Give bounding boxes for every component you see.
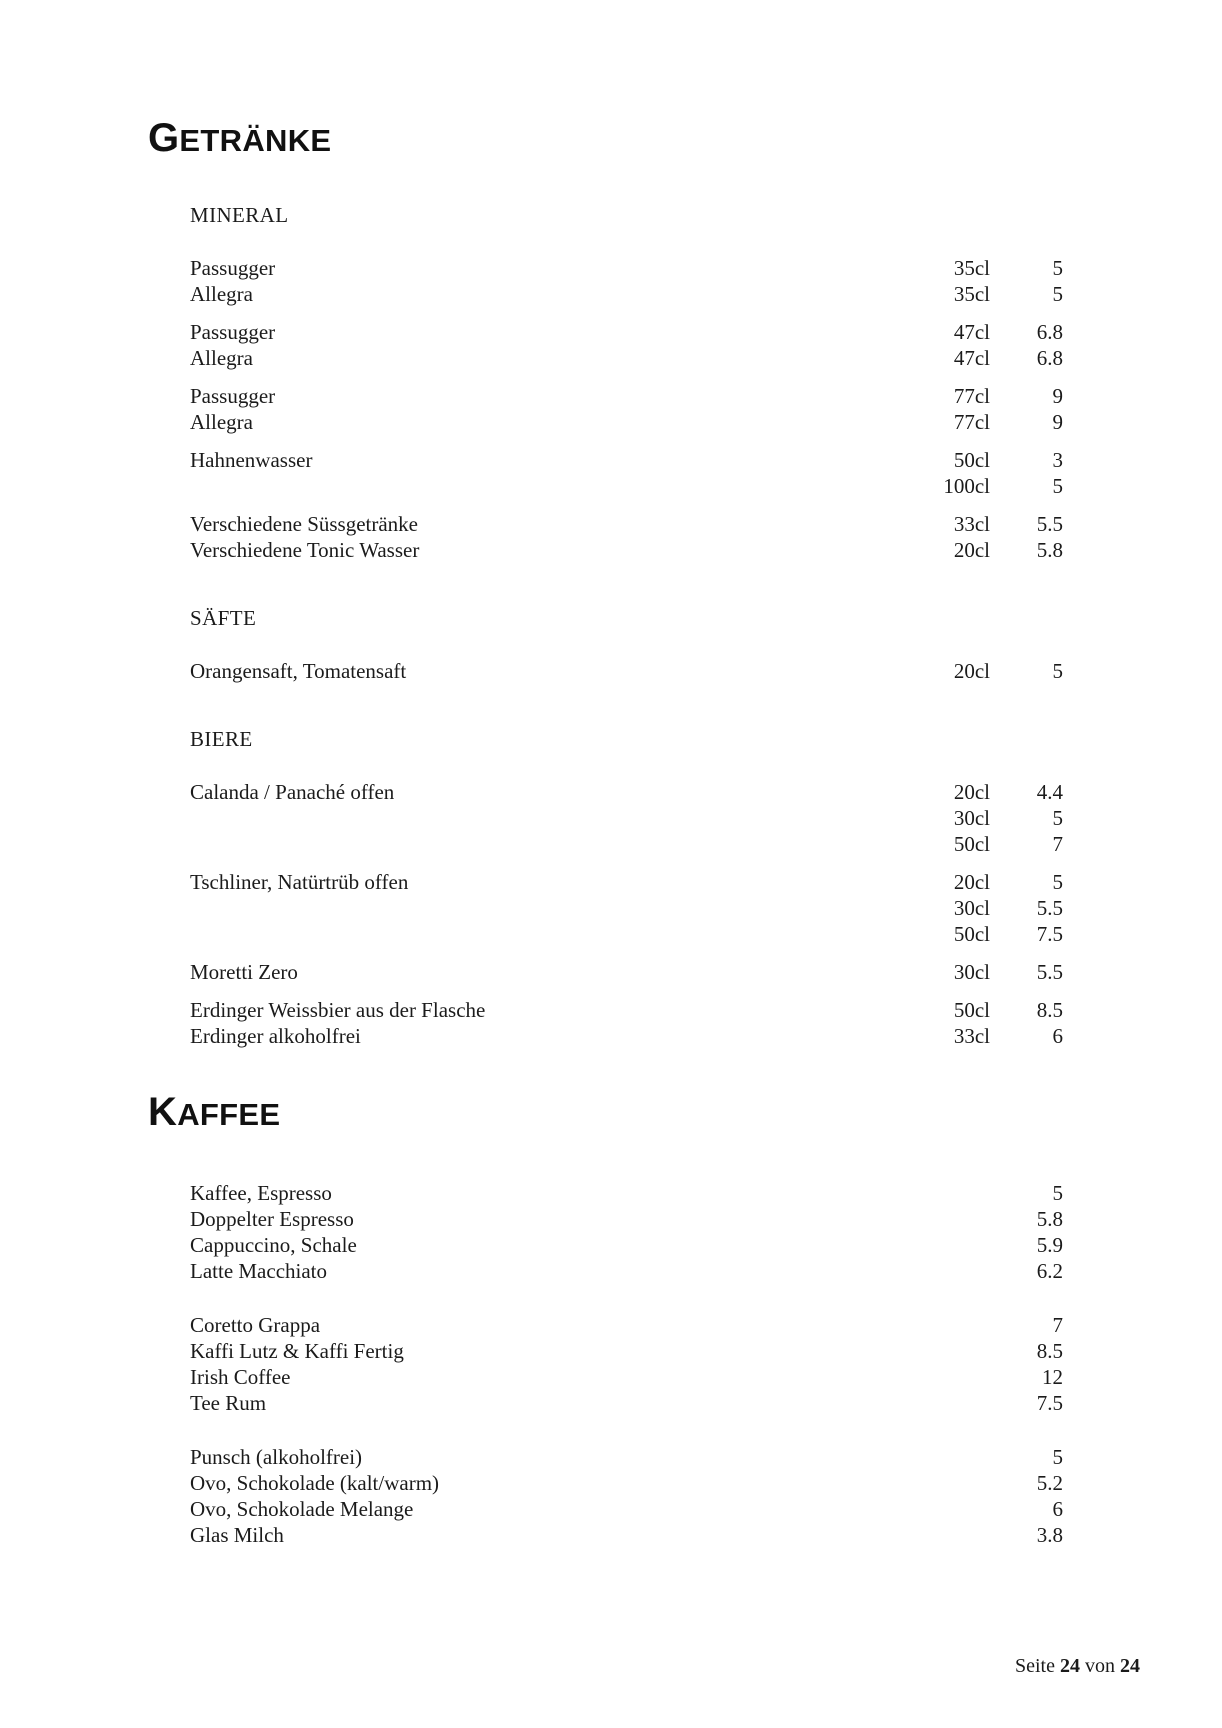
item-price: 7: [1052, 832, 1063, 856]
item-name: Kaffee, Espresso: [190, 1181, 332, 1205]
menu-subsection: [0, 726, 1222, 1049]
item-size: 50cl: [953, 832, 990, 856]
menu-row: [190, 511, 1063, 537]
item-name: Ovo, Schokolade (kalt/warm): [190, 1471, 440, 1495]
item-name: Glas Milch: [190, 1523, 284, 1547]
item-price: 8.5: [1036, 998, 1063, 1022]
menu-group: [0, 511, 1222, 563]
item-name: Irish Coffee: [190, 1365, 291, 1389]
menu-group: [0, 1312, 1222, 1416]
menu-groups: [0, 779, 1222, 1049]
menu-row: [190, 1522, 1063, 1548]
menu-group: [0, 319, 1222, 371]
item-name: [190, 921, 920, 947]
item-name: [190, 473, 920, 499]
subsection-heading: MINERAL: [190, 203, 289, 227]
item-name: Ovo, Schokolade Melange: [190, 1497, 414, 1521]
menu-row: [190, 1023, 1063, 1049]
menu-group: [0, 869, 1222, 947]
menu-subsection: [0, 202, 1222, 563]
item-price: 5.9: [1036, 1233, 1063, 1257]
item-price: 5.8: [1036, 538, 1063, 562]
item-name: Orangensaft, Tomatensaft: [190, 659, 407, 683]
menu-row: [190, 869, 1063, 895]
subsection-heading: BIERE: [190, 727, 253, 751]
footer-page-number: 24: [1060, 1655, 1080, 1677]
menu-group: [0, 1180, 1222, 1284]
item-size: 20cl: [953, 780, 990, 804]
item-name: [190, 895, 920, 921]
item-price: 4.4: [1036, 780, 1063, 804]
menu-row: [190, 1470, 1063, 1496]
menu-row: [190, 1364, 1063, 1390]
menu-row: [190, 921, 1063, 947]
item-name: Coretto Grappa: [190, 1313, 321, 1337]
item-size: 35cl: [953, 282, 990, 306]
menu-group: [0, 997, 1222, 1049]
menu-row: [190, 1258, 1063, 1284]
menu-section: [0, 116, 1222, 1049]
item-name: Hahnenwasser: [190, 448, 313, 472]
menu-row: [190, 1496, 1063, 1522]
menu-row: [190, 1338, 1063, 1364]
item-size: 35cl: [953, 256, 990, 280]
menu-row: [190, 537, 1063, 563]
item-price: 5.2: [1036, 1471, 1063, 1495]
item-price: 7.5: [1036, 1391, 1063, 1415]
item-size: [920, 1312, 990, 1338]
menu-group: [0, 959, 1222, 985]
menu-row: [190, 1232, 1063, 1258]
item-name: Cappuccino, Schale: [190, 1233, 357, 1257]
item-size: [920, 1496, 990, 1522]
item-size: 30cl: [953, 806, 990, 830]
item-size: 30cl: [953, 896, 990, 920]
item-price: 3.8: [1036, 1523, 1063, 1547]
item-size: [920, 1390, 990, 1416]
footer-of-label: von: [1085, 1655, 1115, 1677]
menu-row: [190, 959, 1063, 985]
item-size: [920, 1338, 990, 1364]
menu-group: [0, 658, 1222, 684]
menu-row: [190, 281, 1063, 307]
item-size: 33cl: [953, 1024, 990, 1048]
item-size: 77cl: [953, 384, 990, 408]
item-name: Doppelter Espresso: [190, 1207, 354, 1231]
item-name: Erdinger alkoholfrei: [190, 1024, 361, 1048]
item-price: 5.8: [1036, 1207, 1063, 1231]
item-size: 50cl: [953, 448, 990, 472]
menu-row: [190, 345, 1063, 371]
item-name: Punsch (alkoholfrei): [190, 1445, 363, 1469]
item-price: 7: [1052, 1313, 1063, 1337]
item-size: 33cl: [953, 512, 990, 536]
section-title: GETRÄNKE: [148, 116, 332, 160]
item-price: 5.5: [1036, 960, 1063, 984]
menu-subsection: [0, 1180, 1222, 1548]
item-price: 5: [1052, 1181, 1063, 1205]
item-name: Latte Macchiato: [190, 1259, 328, 1283]
item-size: 47cl: [953, 346, 990, 370]
item-price: 7.5: [1036, 922, 1063, 946]
item-price: 5: [1052, 474, 1063, 498]
menu-group: [0, 383, 1222, 435]
item-size: [920, 1232, 990, 1258]
menu-row: [190, 447, 1063, 473]
subsection-heading: SÄFTE: [190, 606, 257, 630]
item-price: 5: [1052, 659, 1063, 683]
menu-row: [190, 805, 1063, 831]
menu-row: [190, 319, 1063, 345]
item-size: [920, 1364, 990, 1390]
section-title: KAFFEE: [148, 1090, 281, 1134]
item-price: 5: [1052, 870, 1063, 894]
item-price: 9: [1052, 410, 1063, 434]
footer-page-label: Seite: [1015, 1655, 1055, 1677]
item-size: [920, 1258, 990, 1284]
item-name: Allegra: [190, 282, 253, 306]
item-name: Tee Rum: [190, 1391, 267, 1415]
menu-group: [0, 1444, 1222, 1548]
item-size: [920, 1470, 990, 1496]
menu-group: [0, 779, 1222, 857]
footer-page-total: 24: [1120, 1655, 1140, 1677]
item-name: Allegra: [190, 346, 253, 370]
item-size: [920, 1444, 990, 1470]
item-name: Verschiedene Süssgetränke: [190, 512, 419, 536]
item-name: Passugger: [190, 320, 276, 344]
item-size: [920, 1180, 990, 1206]
item-name: Moretti Zero: [190, 960, 298, 984]
menu-groups: [0, 255, 1222, 563]
menu-row: [190, 1390, 1063, 1416]
item-name: Erdinger Weissbier aus der Flasche: [190, 998, 486, 1022]
item-size: [920, 1522, 990, 1548]
menu-row: [190, 409, 1063, 435]
item-price: 3: [1052, 448, 1063, 472]
menu-group: [0, 447, 1222, 499]
item-size: 47cl: [953, 320, 990, 344]
item-size: 20cl: [953, 870, 990, 894]
menu-row: [190, 997, 1063, 1023]
item-price: 5: [1052, 282, 1063, 306]
menu-row: [190, 1206, 1063, 1232]
item-price: 5: [1052, 1445, 1063, 1469]
item-name: [190, 805, 920, 831]
menu-row: [190, 1444, 1063, 1470]
item-price: 6.8: [1036, 320, 1063, 344]
item-price: 5.5: [1036, 512, 1063, 536]
item-name: Tschliner, Natürtrüb offen: [190, 870, 409, 894]
item-size: 100cl: [943, 474, 990, 498]
page-footer: [1015, 1654, 1140, 1678]
menu-row: [190, 658, 1063, 684]
item-size: [920, 1206, 990, 1232]
menu-groups: [0, 1180, 1222, 1548]
item-name: Passugger: [190, 384, 276, 408]
item-name: Calanda / Panaché offen: [190, 780, 395, 804]
menu-groups: [0, 658, 1222, 684]
item-name: Allegra: [190, 410, 253, 434]
menu-row: [190, 473, 1063, 499]
menu-row: [190, 1312, 1063, 1338]
menu-row: [190, 779, 1063, 805]
item-name: Kaffi Lutz & Kaffi Fertig: [190, 1339, 404, 1363]
item-price: 8.5: [1036, 1339, 1063, 1363]
menu-row: [190, 1180, 1063, 1206]
item-price: 5: [1052, 256, 1063, 280]
menu-group: [0, 255, 1222, 307]
item-price: 9: [1052, 384, 1063, 408]
item-price: 5: [1052, 806, 1063, 830]
item-size: 30cl: [953, 960, 990, 984]
item-name: Verschiedene Tonic Wasser: [190, 538, 420, 562]
item-price: 6: [1052, 1024, 1063, 1048]
item-name: [190, 831, 920, 857]
item-price: 5.5: [1036, 896, 1063, 920]
item-price: 12: [1042, 1365, 1063, 1389]
menu-row: [190, 383, 1063, 409]
item-size: 20cl: [953, 659, 990, 683]
item-size: 50cl: [953, 922, 990, 946]
menu-subsection: [0, 605, 1222, 684]
item-name: Passugger: [190, 256, 276, 280]
item-size: 50cl: [953, 998, 990, 1022]
menu-row: [190, 895, 1063, 921]
item-size: 77cl: [953, 410, 990, 434]
menu-row: [190, 255, 1063, 281]
menu-row: [190, 831, 1063, 857]
item-price: 6.2: [1036, 1259, 1063, 1283]
item-size: 20cl: [953, 538, 990, 562]
item-price: 6.8: [1036, 346, 1063, 370]
menu-section: [0, 1090, 1222, 1548]
item-price: 6: [1052, 1497, 1063, 1521]
